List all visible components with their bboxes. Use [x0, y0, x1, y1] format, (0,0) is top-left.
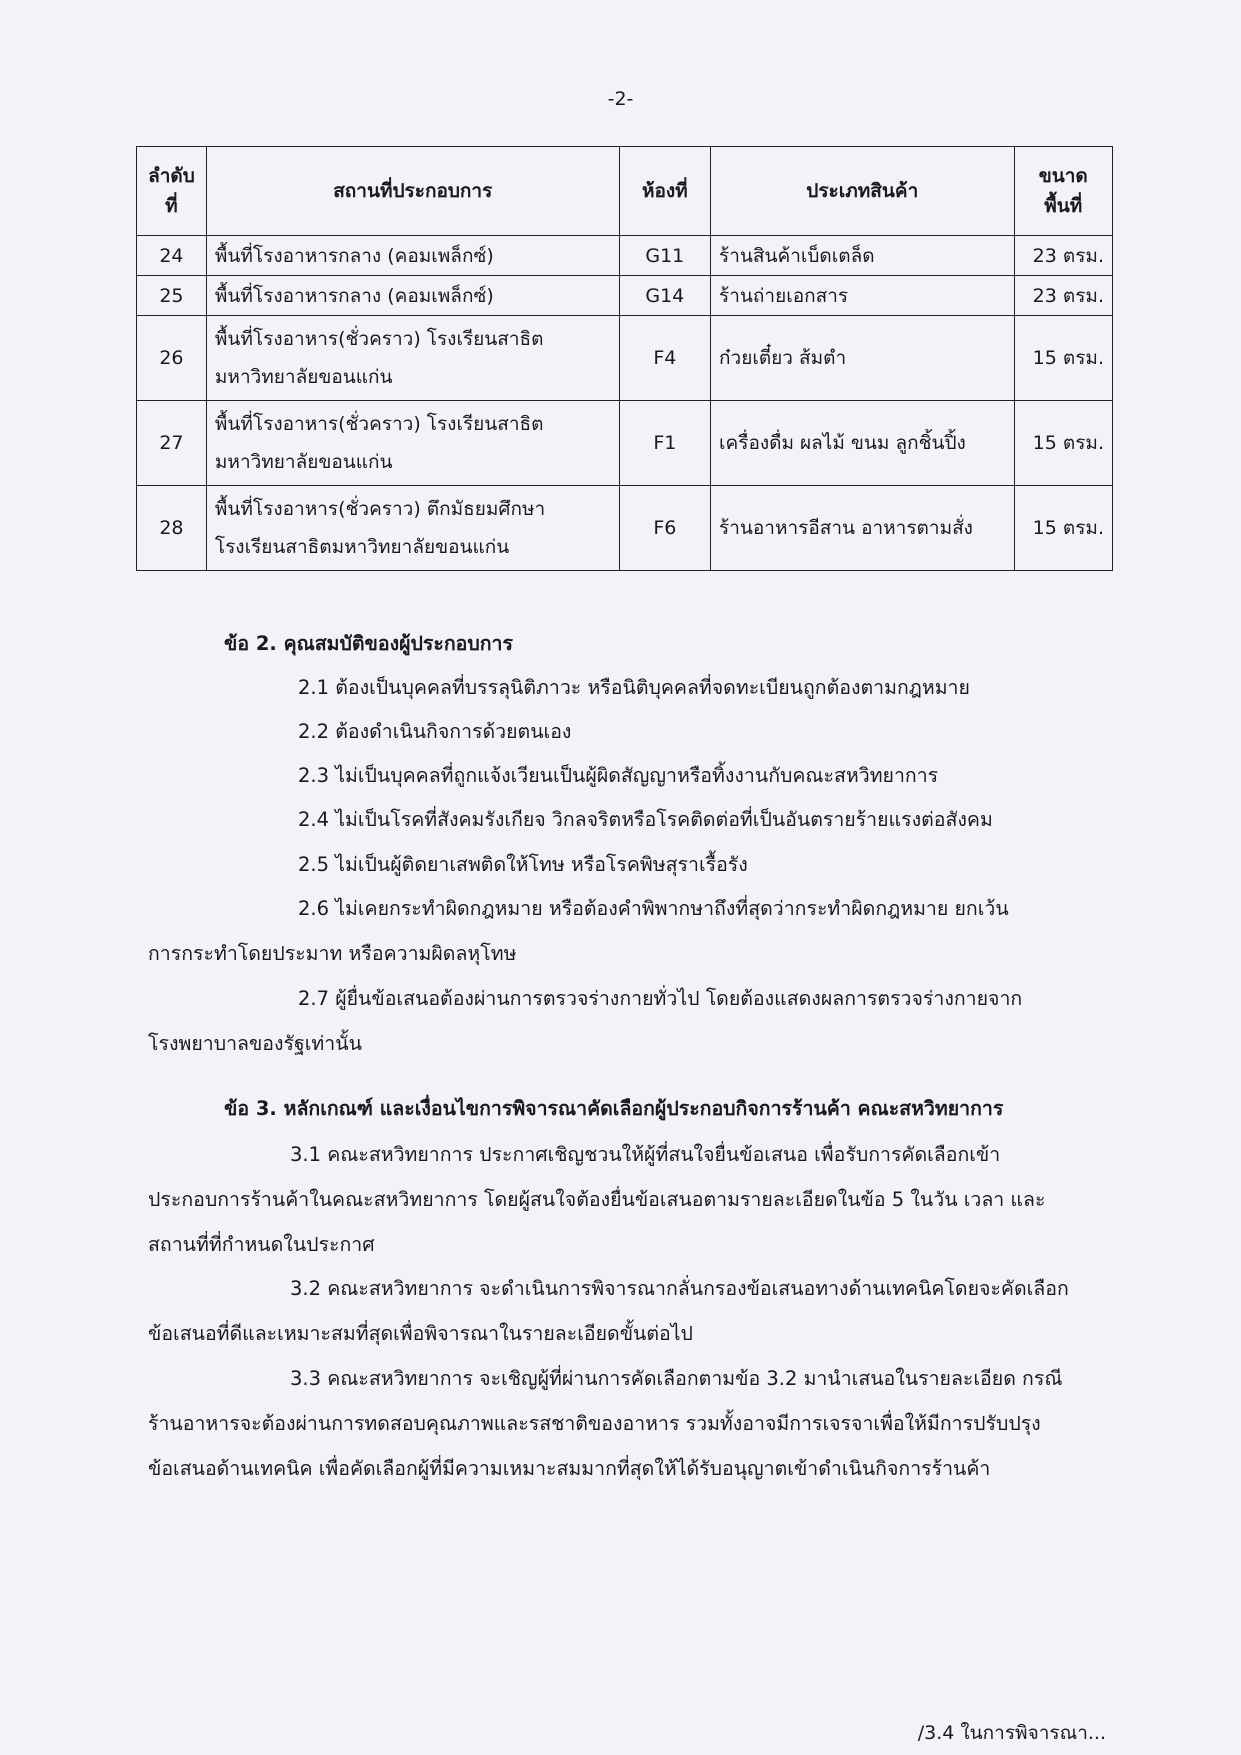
cell-place: พื้นที่โรงอาหาร(ชั่วคราว) โรงเรียนสาธิต มหาวิทยาลัยขอนแก่น — [206, 316, 619, 401]
cell-place: พื้นที่โรงอาหาร(ชั่วคราว) โรงเรียนสาธิต มหาวิทยาลัยขอนแก่น — [206, 401, 619, 486]
cell-area: 23 ตรม. — [1014, 236, 1112, 276]
cell-room: F4 — [619, 316, 710, 401]
cell-no: 25 — [137, 276, 207, 316]
header-area: ขนาด พื้นที่ — [1014, 147, 1112, 236]
shop-location-table — [136, 146, 1113, 571]
item-2-5: 2.5 ไม่เป็นผู้ติดยาเสพติดให้โทษ หรือโรคพิษสุราเรื้อรัง — [298, 853, 748, 876]
item-2-7-line1: 2.7 ผู้ยื่นข้อเสนอต้องผ่านการตรวจร่างกายทั่วไป โดยต้องแสดงผลการตรวจร่างกายจาก — [298, 987, 1023, 1010]
page-number: -2- — [607, 88, 634, 110]
item-3-1-line1: 3.1 คณะสหวิทยาการ ประกาศเชิญชวนให้ผู้ที่สนใจยื่นข้อเสนอ เพื่อรับการคัดเลือกเข้า — [290, 1143, 1001, 1166]
cell-place: พื้นที่โรงอาหารกลาง (คอมเพล็กซ์) — [206, 276, 619, 316]
cell-room: F1 — [619, 401, 710, 486]
cell-room: G14 — [619, 276, 710, 316]
cell-room: F6 — [619, 486, 710, 571]
continuation-note: /3.4 ในการพิจารณา... — [917, 1722, 1106, 1744]
table-row — [137, 316, 1113, 401]
header-room: ห้องที่ — [619, 147, 710, 236]
item-3-3-line1: 3.3 คณะสหวิทยาการ จะเชิญผู้ที่ผ่านการคัดเลือกตามข้อ 3.2 มานำเสนอในรายละเอียด กรณี — [290, 1367, 1063, 1390]
cell-type: ร้านสินค้าเบ็ดเตล็ด — [711, 236, 1014, 276]
cell-place: พื้นที่โรงอาหาร(ชั่วคราว) ตึกมัธยมศึกษา โรงเรียนสาธิตมหาวิทยาลัยขอนแก่น — [206, 486, 619, 571]
item-3-3-line2: ร้านอาหารจะต้องผ่านการทดสอบคุณภาพและรสชาติของอาหาร รวมทั้งอาจมีการเจรจาเพื่อให้มีการปรับปรุง — [148, 1412, 1041, 1435]
cell-area: 23 ตรม. — [1014, 276, 1112, 316]
cell-type: ก๋วยเตี๋ยว ส้มตำ — [711, 316, 1014, 401]
item-2-7-line2: โรงพยาบาลของรัฐเท่านั้น — [148, 1032, 362, 1055]
cell-type: ร้านถ่ายเอกสาร — [711, 276, 1014, 316]
item-3-1-line2: ประกอบการร้านค้าในคณะสหวิทยาการ โดยผู้สนใจต้องยื่นข้อเสนอตามรายละเอียดในข้อ 5 ในวัน เวลา และ — [148, 1188, 1046, 1211]
item-3-2-line2: ข้อเสนอที่ดีและเหมาะสมที่สุดเพื่อพิจารณาในรายละเอียดขั้นต่อไป — [148, 1322, 693, 1345]
cell-no: 26 — [137, 316, 207, 401]
cell-no: 27 — [137, 401, 207, 486]
item-3-1-line3: สถานที่ที่กำหนดในประกาศ — [148, 1233, 375, 1256]
item-2-6-line1: 2.6 ไม่เคยกระทำผิดกฎหมาย หรือต้องคำพิพากษาถึงที่สุดว่ากระทำผิดกฎหมาย ยกเว้น — [298, 897, 1009, 920]
cell-no: 28 — [137, 486, 207, 571]
table-row — [137, 276, 1113, 316]
item-2-1: 2.1 ต้องเป็นบุคคลที่บรรลุนิติภาวะ หรือนิติบุคคลที่จดทะเบียนถูกต้องตามกฎหมาย — [298, 676, 970, 699]
header-type: ประเภทสินค้า — [711, 147, 1014, 236]
item-3-3-line3: ข้อเสนอด้านเทคนิค เพื่อคัดเลือกผู้ที่มีความเหมาะสมมากที่สุดให้ได้รับอนุญาตเข้าดำเนินกิจการร้านค้า — [148, 1457, 991, 1480]
cell-area: 15 ตรม. — [1014, 486, 1112, 571]
item-3-2-line1: 3.2 คณะสหวิทยาการ จะดำเนินการพิจารณากลั่นกรองข้อเสนอทางด้านเทคนิคโดยจะคัดเลือก — [290, 1277, 1069, 1300]
table-row — [137, 236, 1113, 276]
item-2-2: 2.2 ต้องดำเนินกิจการด้วยตนเอง — [298, 720, 572, 743]
header-no: ลำดับ ที่ — [137, 147, 207, 236]
cell-place: พื้นที่โรงอาหารกลาง (คอมเพล็กซ์) — [206, 236, 619, 276]
section-2-heading: ข้อ 2. คุณสมบัติของผู้ประกอบการ — [224, 632, 513, 655]
table-row — [137, 401, 1113, 486]
item-2-3: 2.3 ไม่เป็นบุคคลที่ถูกแจ้งเวียนเป็นผู้ผิดสัญญาหรือทิ้งงานกับคณะสหวิทยาการ — [298, 764, 939, 787]
item-2-4: 2.4 ไม่เป็นโรคที่สังคมรังเกียจ วิกลจริตหรือโรคติดต่อที่เป็นอันตรายร้ายแรงต่อสังคม — [298, 808, 993, 831]
cell-area: 15 ตรม. — [1014, 401, 1112, 486]
section-3-heading: ข้อ 3. หลักเกณฑ์ และเงื่อนไขการพิจารณาคัดเลือกผู้ประกอบกิจการร้านค้า คณะสหวิทยาการ — [224, 1097, 1004, 1120]
cell-no: 24 — [137, 236, 207, 276]
cell-type: เครื่องดื่ม ผลไม้ ขนม ลูกชิ้นปิ้ง — [711, 401, 1014, 486]
header-place: สถานที่ประกอบการ — [206, 147, 619, 236]
cell-area: 15 ตรม. — [1014, 316, 1112, 401]
cell-room: G11 — [619, 236, 710, 276]
item-2-6-line2: การกระทำโดยประมาท หรือความผิดลหุโทษ — [148, 942, 517, 965]
table-header-row — [137, 147, 1113, 236]
table-row — [137, 486, 1113, 571]
cell-type: ร้านอาหารอีสาน อาหารตามสั่ง — [711, 486, 1014, 571]
